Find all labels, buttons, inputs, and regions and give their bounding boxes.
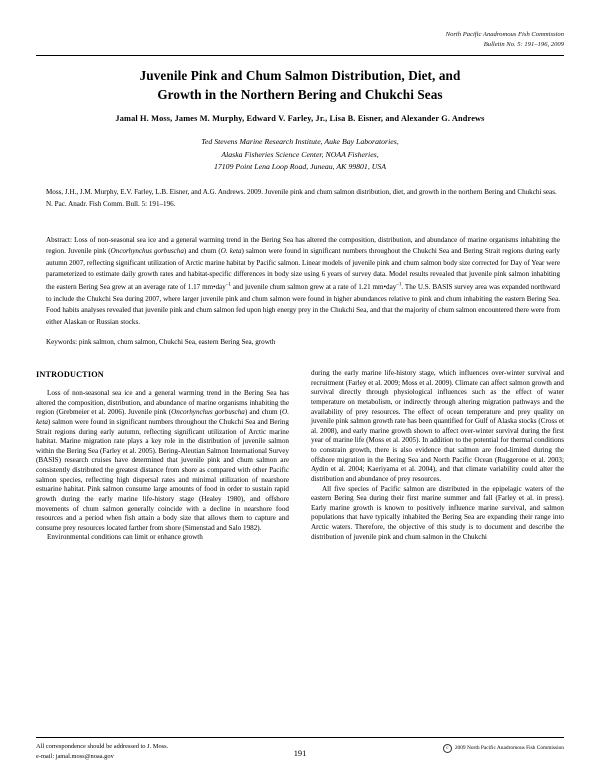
journal-bulletin: Bulletin No. 5: 191–196, 2009 bbox=[483, 40, 564, 48]
author-list: Jamal H. Moss, James M. Murphy, Edward V. Farley, Jr., Lisa B. Eisner, and Alexander G. Andrews bbox=[115, 114, 485, 123]
body-columns bbox=[36, 369, 564, 731]
abstract-block bbox=[46, 235, 560, 328]
page-number: 191 bbox=[293, 749, 307, 758]
keywords-label: Keywords: bbox=[46, 338, 78, 346]
column-right bbox=[311, 369, 564, 731]
affiliation bbox=[70, 136, 530, 174]
affiliation-line-1: Ted Stevens Marine Research Institute, Auke Bay Laboratories, bbox=[201, 137, 399, 146]
citation-text: Moss, J.H., J.M. Murphy, E.V. Farley, L.B. Eisner, and A.G. Andrews. 2009. Juvenile pink and chum salmon distribution, diet, and growth in the northern Bering and Chukchi seas. N. Pac. Anadr. Fish Comm. Bull. 5: 191–196. bbox=[46, 188, 557, 208]
journal-name: North Pacific Anadromous Fish Commission bbox=[445, 31, 564, 38]
paragraph-intro-2: Environmental conditions can limit or enhance growth bbox=[47, 533, 203, 542]
correspondence-line-1: All correspondence should be addressed to J. Moss. bbox=[36, 743, 169, 750]
affiliation-line-3: 17109 Point Lena Loop Road, Juneau, AK 99801, USA bbox=[213, 162, 387, 172]
page-footer bbox=[36, 742, 564, 770]
page-title bbox=[60, 66, 540, 104]
header-divider bbox=[36, 55, 564, 56]
title-line-2: Growth in the Northern Bering and Chukchi Seas bbox=[157, 87, 443, 103]
copyright-icon: c bbox=[443, 744, 452, 753]
copyright-text: 2009 North Pacific Anadromous Fish Commission bbox=[454, 745, 564, 752]
journal-header bbox=[446, 30, 564, 49]
copyright-notice bbox=[443, 744, 564, 753]
abstract-text: Loss of non-seasonal sea ice and a general warming trend in the Bering Sea has altered the composition, distribution, and abundance of marine organisms inhabiting the region. Juvenile pink (Oncorhynchus gorbuscha) and chum (O. keta) salmon were found in significant numbers throughout the Chukchi Sea and Bering Strait regions during early autumn 2007, reflecting significant utilization of Arctic marine habitat by Pacific salmon. Linear models of juvenile pink and chum salmon body size corrected for Day of Year were parameterized to estimate daily growth rates and habitat-specific differences in body size using 6 years of survey data. Model results revealed that juvenile pink salmon inhabiting the eastern Bering Sea grew at an average rate of 1.17 mm•day$^{-1}$ and juvenile chum salmon grew at a rate of 1.21 mm•day$^{-1}$. The U.S. BASIS survey area was expanded northward to include the Chukchi Sea during 2007, where larger juvenile pink and chum salmon were found in higher abundances relative to pink and chum inhabiting the eastern Bering Sea. Food habits analyses revealed that juvenile pink and chum salmon fed upon high energy prey in the Chukchi Sea, and that the majority of chum salmon encountered there were from either Alaskan or Russian stocks. bbox=[46, 236, 560, 326]
paragraph-intro-1: Loss of non-seasonal sea ice and a general warming trend in the Bering Sea has altered the composition, distribution, and abundance of marine organisms inhabiting the region (Grebmeier et al. 2006). Juvenile pink (Oncorhynchus gorbuscha) and chum (O. keta) salmon were found in significant numbers throughout the Chukchi Sea and Bering Strait regions during early autumn, reflecting significant utilization of Arctic marine habitat. Marine migration rate plays a key role in the distribution of juvenile salmon within the Bering Sea (Farley et al. 2005). Bering-Aleutian Salmon International Survey (BASIS) research cruises have determined that juvenile pink and chum salmon are consistently distributed the greatest distance from shore as compared with other Pacific salmon species, reflecting high dispersal rates and minimal utilization of nearshore estuarine habitat. Pink salmon consume large amounts of food in order to sustain rapid growth during the early marine life-history stage (Healey 1980), and offshore movements of chum salmon generally coincide with a decline in nearshore food resources and a period when fish attain a body size that allows them to capture and consume prey resources located farther from shore (Simenstad and Salo 1982). bbox=[36, 389, 289, 532]
abstract-label: Abstract: bbox=[46, 236, 73, 244]
paragraph-intro-4: All five species of Pacific salmon are distributed in the epipelagic waters of the eastern Bering Sea during their first marine summer and fall (Farley et al. in press). Early marine growth is known to positively influence marine survival, and salmon populations that have typically inhabited the Bering Sea are expanding their range into Arctic waters. Therefore, the objective of this study is to document and describe the distribution of juvenile pink and chum salmon in the Chukchi bbox=[311, 484, 564, 541]
column-left bbox=[36, 369, 289, 731]
paragraph-intro-3: during the early marine life-history stage, which influences over-winter survival and recruitment (Farley et al. 2009; Moss et al. 2009). Climate can affect salmon growth and survival directly through physiological influences such as the effect of water temperature on metabolism, or indirectly through altering migration pathways and the availability of prey resources. The effect of ocean temperature and prey quality on juvenile pink salmon growth rate has been quantified for Gulf of Alaska stocks (Cross et al. 2008), and early marine growth shown to affect over-winter survival during the first year of marine life (Moss et al. 2005). In addition to the potential for thermal conditions to constrain growth, there is also evidence that salmon are food-limited during the offshore migration in the Bering Sea and North Pacific Ocean (Ruggerone et al. 2003; Aydin et al. 2004; Kaeriyama et al. 2004), and that climate variability could alter the distribution and abundance of prey resources. bbox=[311, 369, 564, 483]
correspondence-email[interactable]: e-mail: jamal.moss@noaa.gov bbox=[36, 752, 114, 760]
section-heading-introduction: INTRODUCTION bbox=[36, 370, 104, 379]
keywords-text: pink salmon, chum salmon, Chukchi Sea, eastern Bering Sea, growth bbox=[77, 338, 276, 346]
keywords-block bbox=[46, 337, 560, 348]
citation-block bbox=[46, 187, 560, 210]
footer-divider bbox=[36, 737, 564, 738]
affiliation-line-2: Alaska Fisheries Science Center, NOAA Fisheries, bbox=[221, 149, 379, 159]
title-line-1: Juvenile Pink and Chum Salmon Distribution, Diet, and bbox=[139, 68, 461, 83]
